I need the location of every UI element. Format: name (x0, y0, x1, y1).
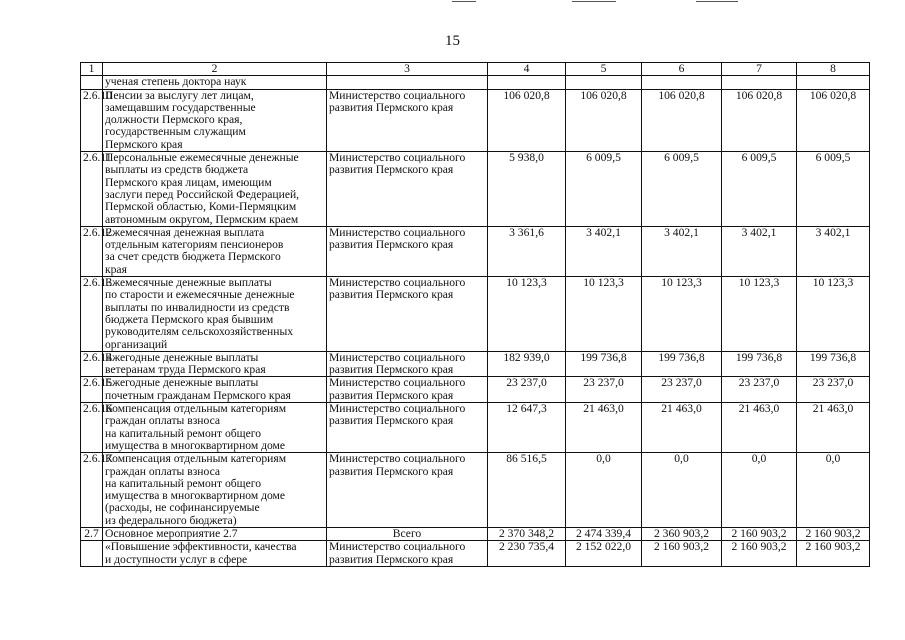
item-name-line: Ежемесячная денежная выплата (105, 225, 265, 239)
amount-cell: 2 360 903,2 (642, 527, 722, 540)
item-name (103, 527, 327, 540)
agency-line: Министерство социального (329, 225, 466, 239)
item-name-line: Компенсация отдельным категориям (105, 452, 287, 466)
item-name-line: государственным служащим (105, 125, 246, 139)
amount-cell: 3 402,1 (722, 226, 797, 276)
responsible-agency (327, 377, 488, 403)
responsible-agency (327, 89, 488, 151)
row-code: 2.6.11 (81, 152, 103, 227)
item-name-line: ученая степень доктора наук (105, 75, 247, 89)
amount-cell: 106 020,8 (566, 89, 642, 151)
item-name-line: Пермского края лицам, имеющим (105, 175, 272, 189)
item-name-line: отдельным категориям пенсионеров (105, 238, 284, 252)
amount-cell (488, 76, 566, 89)
responsible-agency (327, 76, 488, 89)
amount-cell: 23 237,0 (566, 377, 642, 403)
amount-cell: 5 938,0 (488, 152, 566, 227)
item-name-line: должности Пермского края, (105, 113, 243, 127)
item-name-line: автономным округом, Пермским краем (105, 212, 299, 226)
item-name-line: выплаты из средств бюджета (105, 163, 249, 177)
item-name (103, 541, 327, 567)
amount-cell: 199 736,8 (642, 351, 722, 377)
table-row (81, 541, 870, 567)
amount-cell: 23 237,0 (488, 377, 566, 403)
item-name-line: Ежемесячные денежные выплаты (105, 276, 272, 290)
item-name-line: заслуги перед Российской Федерацией, (105, 187, 300, 201)
amount-cell: 3 402,1 (642, 226, 722, 276)
row-code: 2.6.17 (81, 453, 103, 528)
amount-cell: 21 463,0 (722, 403, 797, 453)
item-name-line: организаций (105, 337, 168, 351)
column-header: 7 (722, 63, 797, 76)
agency-line: развития Пермского края (329, 100, 454, 114)
amount-cell: 10 123,3 (722, 277, 797, 352)
column-header: 6 (642, 63, 722, 76)
budget-table (80, 62, 870, 567)
amount-cell: 12 647,3 (488, 403, 566, 453)
amount-cell: 3 402,1 (797, 226, 870, 276)
row-code: 2.6.15 (81, 377, 103, 403)
amount-cell: 23 237,0 (797, 377, 870, 403)
item-name (103, 277, 327, 352)
item-name-line: на капитальный ремонт общего (105, 476, 262, 490)
responsible-agency (327, 277, 488, 352)
amount-cell: 2 152 022,0 (566, 541, 642, 567)
item-name-line: за счет средств бюджета Пермского (105, 250, 281, 264)
amount-cell: 23 237,0 (642, 377, 722, 403)
column-header: 4 (488, 63, 566, 76)
item-name (103, 76, 327, 89)
table-row (81, 152, 870, 227)
amount-cell: 6 009,5 (566, 152, 642, 227)
item-name-line: (расходы, не софинансируемые (105, 501, 260, 515)
item-name-line: руководителям сельскохозяйственных (105, 325, 294, 339)
row-code (81, 76, 103, 89)
agency-line: Министерство социального (329, 350, 466, 364)
item-name-line: Пермского края (105, 137, 183, 151)
agency-line: развития Пермского края (329, 238, 454, 252)
row-code: 2.6.16 (81, 403, 103, 453)
item-name-line: и доступности услуг в сфере (105, 552, 248, 566)
amount-cell: 106 020,8 (642, 89, 722, 151)
item-name-line: выплаты по инвалидности из средств (105, 300, 290, 314)
agency-line: Министерство социального (329, 88, 466, 102)
page-number: 15 (445, 33, 460, 49)
agency-line: Всего (392, 526, 422, 540)
amount-cell: 21 463,0 (797, 403, 870, 453)
item-name-line: Пермской областью, Коми-Пермяцким (105, 200, 297, 214)
row-code: 2.6.14 (81, 351, 103, 377)
table-row (81, 76, 870, 89)
amount-cell: 199 736,8 (722, 351, 797, 377)
item-name-line: Пенсии за выслугу лет лицам, (105, 88, 254, 102)
item-name-line: Компенсация отдельным категориям (105, 402, 287, 416)
amount-cell: 2 160 903,2 (642, 541, 722, 567)
responsible-agency (327, 541, 488, 567)
amount-cell: 21 463,0 (566, 403, 642, 453)
item-name-line: из федерального бюджета) (105, 513, 237, 527)
item-name (103, 351, 327, 377)
item-name-line: имущества в многоквартирном доме (105, 489, 286, 503)
column-header: 1 (81, 63, 103, 76)
amount-cell: 0,0 (566, 453, 642, 528)
item-name (103, 226, 327, 276)
column-header: 5 (566, 63, 642, 76)
amount-cell (566, 76, 642, 89)
agency-line: Министерство социального (329, 540, 466, 554)
item-name-line: замещавшим государственные (105, 100, 256, 114)
amount-cell: 23 237,0 (722, 377, 797, 403)
item-name (103, 89, 327, 151)
table-row (81, 403, 870, 453)
responsible-agency (327, 403, 488, 453)
amount-cell: 2 230 735,4 (488, 541, 566, 567)
table-row (81, 351, 870, 377)
table-row (81, 226, 870, 276)
column-header: 8 (797, 63, 870, 76)
table-row (81, 527, 870, 540)
item-name-line: Ежегодные денежные выплаты (105, 350, 259, 364)
column-header: 3 (327, 63, 488, 76)
item-name (103, 403, 327, 453)
item-name-line: граждан оплаты взноса (105, 464, 221, 478)
amount-cell: 10 123,3 (642, 277, 722, 352)
item-name-line: ветеранам труда Пермского края (105, 363, 266, 377)
agency-line: Министерство социального (329, 452, 466, 466)
row-code: 2.6.13 (81, 277, 103, 352)
item-name-line: по старости и ежемесячные денежные (105, 288, 295, 302)
row-code (81, 541, 103, 567)
item-name-line: края (105, 262, 127, 276)
amount-cell: 199 736,8 (797, 351, 870, 377)
item-name-line: граждан оплаты взноса (105, 414, 221, 428)
agency-line: развития Пермского края (329, 414, 454, 428)
item-name-line: «Повышение эффективности, качества (105, 540, 297, 554)
responsible-agency (327, 152, 488, 227)
item-name (103, 453, 327, 528)
agency-line: развития Пермского края (329, 552, 454, 566)
amount-cell: 3 402,1 (566, 226, 642, 276)
item-name-line: почетным гражданам Пермского края (105, 388, 291, 402)
amount-cell: 6 009,5 (642, 152, 722, 227)
amount-cell: 2 160 903,2 (722, 541, 797, 567)
table-row (81, 277, 870, 352)
amount-cell: 6 009,5 (797, 152, 870, 227)
agency-line: развития Пермского края (329, 388, 454, 402)
item-name (103, 377, 327, 403)
responsible-agency (327, 226, 488, 276)
amount-cell: 106 020,8 (722, 89, 797, 151)
table-row (81, 453, 870, 528)
item-name (103, 152, 327, 227)
table-row (81, 89, 870, 151)
amount-cell: 10 123,3 (797, 277, 870, 352)
agency-line: развития Пермского края (329, 464, 454, 478)
amount-cell (722, 76, 797, 89)
responsible-agency (327, 351, 488, 377)
responsible-agency (327, 453, 488, 528)
table-body (81, 76, 870, 567)
responsible-agency (327, 527, 488, 540)
agency-line: Министерство социального (329, 402, 466, 416)
column-header: 2 (103, 63, 327, 76)
agency-line: развития Пермского края (329, 163, 454, 177)
item-name-line: на капитальный ремонт общего (105, 426, 262, 440)
amount-cell: 2 160 903,2 (797, 527, 870, 540)
amount-cell: 2 160 903,2 (722, 527, 797, 540)
amount-cell: 86 516,5 (488, 453, 566, 528)
amount-cell: 0,0 (797, 453, 870, 528)
amount-cell: 3 361,6 (488, 226, 566, 276)
column-number-row (81, 63, 870, 76)
amount-cell: 182 939,0 (488, 351, 566, 377)
item-name-line: Персональные ежемесячные денежные (105, 151, 299, 165)
agency-line: Министерство социального (329, 376, 466, 390)
amount-cell: 2 370 348,2 (488, 527, 566, 540)
item-name-line: Ежегодные денежные выплаты (105, 376, 259, 390)
amount-cell: 10 123,3 (488, 277, 566, 352)
row-code: 2.7 (81, 527, 103, 540)
amount-cell (642, 76, 722, 89)
amount-cell: 10 123,3 (566, 277, 642, 352)
agency-line: развития Пермского края (329, 288, 454, 302)
agency-line: Министерство социального (329, 151, 466, 165)
amount-cell: 2 160 903,2 (797, 541, 870, 567)
agency-line: развития Пермского края (329, 363, 454, 377)
item-name-line: Основное мероприятие 2.7 (105, 526, 238, 540)
amount-cell: 2 474 339,4 (566, 527, 642, 540)
amount-cell (797, 76, 870, 89)
row-code: 2.6.12 (81, 226, 103, 276)
amount-cell: 0,0 (722, 453, 797, 528)
amount-cell: 106 020,8 (488, 89, 566, 151)
amount-cell: 0,0 (642, 453, 722, 528)
amount-cell: 6 009,5 (722, 152, 797, 227)
agency-line: Министерство социального (329, 276, 466, 290)
row-code: 2.6.10 (81, 89, 103, 151)
amount-cell: 21 463,0 (642, 403, 722, 453)
amount-cell: 199 736,8 (566, 351, 642, 377)
item-name-line: бюджета Пермского края бывшим (105, 312, 274, 326)
amount-cell: 106 020,8 (797, 89, 870, 151)
item-name-line: имущества в многоквартирном доме (105, 438, 286, 452)
top-edge-marks (0, 0, 905, 4)
table-row (81, 377, 870, 403)
